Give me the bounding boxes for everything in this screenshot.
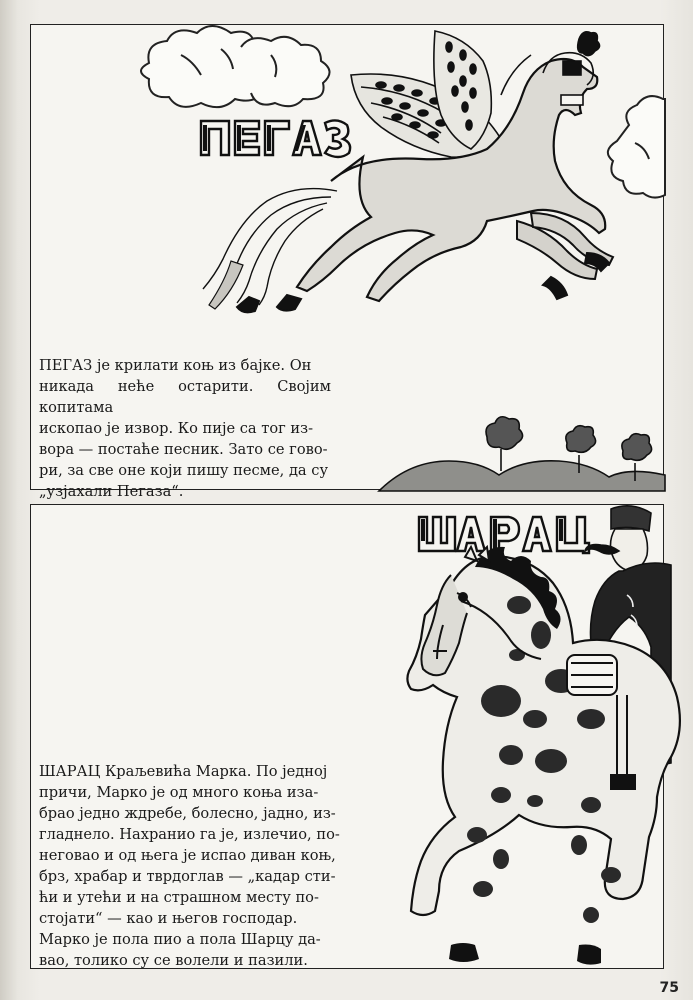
text-line: ћи и утећи и на страшном месту по- (39, 889, 319, 906)
text-line: стојати“ — као и његов господар. (39, 910, 298, 927)
text-line: брз, храбар и тврдоглав — „кадар сти- (39, 868, 336, 885)
ground-hills (379, 461, 665, 491)
text-line: Марко је пола пио а пола Шарцу да- (39, 931, 321, 948)
cloud-icon (141, 26, 330, 107)
cloud-icon (608, 96, 665, 197)
text-line: ископао је извор. Ко пије са тог из- (39, 420, 314, 437)
text-line: брао једно ждребе, болесно, јадно, из- (39, 805, 336, 822)
tree-icon (486, 417, 523, 471)
sarac-description (39, 761, 357, 971)
text-line: ПЕГАЗ је крилати коњ из бајке. Он (39, 357, 312, 374)
horse-hooves (449, 943, 601, 965)
wing-icon (351, 31, 501, 157)
text-line: ШАРАЦ Краљевића Марка. По једној (39, 763, 328, 780)
pegaz-title-letters (201, 120, 350, 157)
text-line: „узјахали Пегаза“. (39, 483, 184, 500)
text-line: никада неће остарити. Својим копитама (39, 378, 331, 416)
pegaz-description (39, 355, 331, 502)
page-number: 75 (659, 980, 679, 996)
text-line: вао, толико су се волели и пазили. (39, 952, 308, 969)
text-line: причи, Марко је од много коња иза- (39, 784, 319, 801)
sarac-panel (30, 504, 664, 969)
text-line: ри, за све оне који пишу песме, да су (39, 462, 329, 479)
text-line: гладнело. Нахранио га је, излечио, по- (39, 826, 340, 843)
text-line: вора — постаће песник. Зато се гово- (39, 441, 328, 458)
pegaz-panel (30, 24, 664, 500)
text-line: неговао и од њега је испао диван коњ, (39, 847, 336, 864)
